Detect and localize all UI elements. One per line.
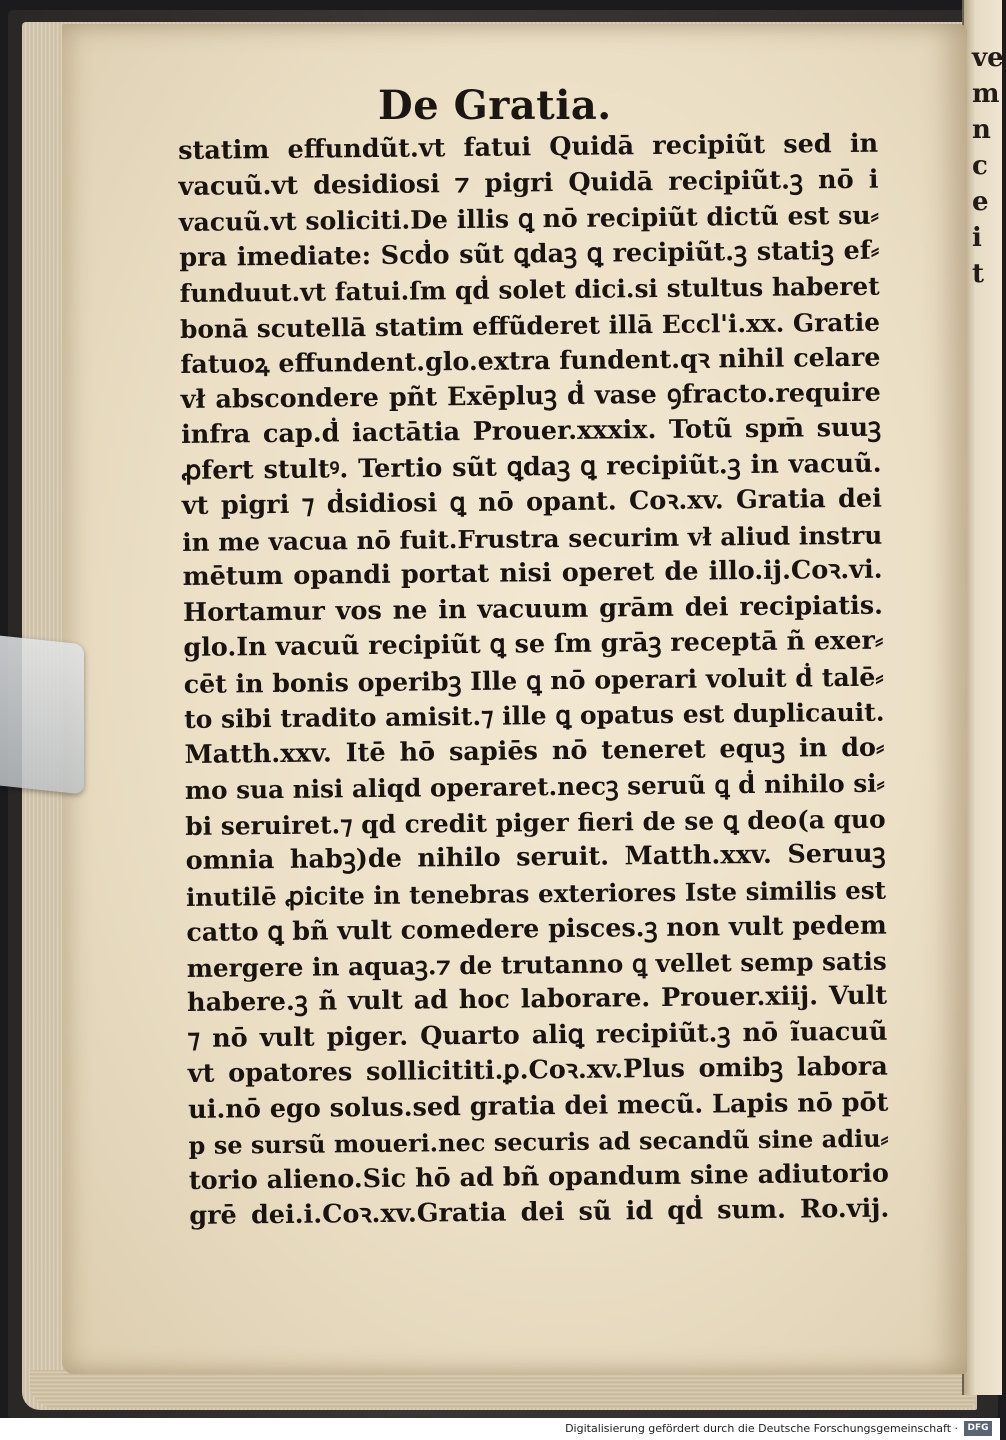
text-line: ꝓfert stultꝰ. Tertio sũt ꝗdaꝫ ꝗ recipiũt.ꝫ in vacuũ. [181,448,882,486]
page-text-block [178,127,889,1235]
text-line: mo sua nisi aliqd operaret.necꝫ seruũ ꝗ ḋ nihilo si⸗ [184,768,885,805]
page-block-bottom-edge [30,1370,975,1408]
text-line: mētum opandi portat nisi operet de illo.ij.Coꝛ.vi. [182,554,883,592]
text-line: vt pigri ⁊ ḋsidiosi ꝗ nō opant. Coꝛ.xv. Gratia dei [181,483,883,521]
text-line: cēt in bonis operibꝫ Ille ꝗ nō operari voluit ḋ talē⸗ [183,661,884,699]
text-line: ui.nō ego solus.sed gratia dei mecũ. Lapis nō pōt [188,1087,889,1125]
text-line: Hortamur vos ne in vacuum grām dei recipiatis. [182,590,884,628]
facing-page [962,0,1002,1395]
text-line: inutilē ꝓicite in tenebras exteriores Iste similis est [185,875,887,912]
text-line: mergere in aquaꝫ.⁊ de trutanno ꝗ vellet semp satis [186,946,887,983]
text-line: pra imediate: Scḋo sũt ꝗdaꝫ ꝗ recipiũt.ꝫ statiꝫ ef⸗ [179,235,880,273]
text-line: bonā scutellā statim effũderet illā Eccl'i.xx. Gratie [179,307,881,344]
text-line: glo.In vacuũ recipiũt ꝗ se ſm grāꝫ receptā ñ exer⸗ [183,625,884,663]
text-line: p se sursũ moueri.nec securis ad secandũ sine adiu⸗ [188,1123,889,1160]
text-line: vacuũ.vt soliciti.De illis ꝗ nō recipiũt dictũ est su⸗ [178,199,880,237]
text-line: vł abscondere pñt Exēpluꝫ ḋ vase ꝯfracto.require [180,377,881,415]
text-line: to sibi tradito amisit.⁊ ille ꝗ opatus est duplicauit. [183,697,885,734]
text-line: vt opatores sollicititi.ꝑ.Coꝛ.xv.Plus omibꝫ labora [187,1051,888,1089]
text-line: omnia habꝫ)de nihilo seruit. Matth.xxv. Seruuꝫ [185,838,886,876]
text-line: bi seruiret.⁊ qd credit piger fieri de se ꝗ deo(a quo [185,804,886,841]
text-line: Matth.xxv. Itē hō sapiēs nō teneret equꝫ in do⸗ [184,732,885,770]
text-line: statim effundũt.vt fatui Quidā recipiũt sed in [178,128,879,166]
text-line: funduut.vt fatui.ſm qḋ solet dici.si stultus haberet [179,271,880,308]
text-line: habere.ꝫ ñ vult ad hoc laborare. Prouer.xiij. Vult [186,980,888,1018]
text-line: catto ꝗ bñ vult comedere pisces.ꝫ non vult pedem [186,909,887,947]
text-line: grē dei.i.Coꝛ.xv.Gratia dei sũ id qḋ sum. Ro.vij. [189,1193,890,1231]
text-line: fatuoꝝ effundent.glo.extra fundent.qꝛ nihil celare [180,341,881,379]
page-heading: De Gratia. [378,82,612,129]
facing-page-text: ve m n c e i t [972,43,1004,289]
dfg-logo-icon: DFG [964,1421,992,1436]
text-line: vacuũ.vt desidiosi ⁊ pigri Quidā recipiũt.ꝫ nō i [178,164,879,202]
text-line: in me vacua nō fuit.Frustra securim vł aliud instru [182,520,883,557]
funding-credit: Digitalisierung gefördert durch die Deutsche Forschungsgemeinschaft · [565,1422,958,1435]
text-line: ⁊ nō vult piger. Quarto aliꝗ recipiũt.ꝫ nō ĩuacuũ [187,1016,888,1054]
footer-bar [0,1418,1000,1440]
page-clip [0,636,84,795]
text-line: infra cap.ḋ iactātia Prouer.xxxix. Totũ spm̄ suuꝫ [180,412,882,450]
text-line: torio alieno.Sic hō ad bñ opandum sine adiutorio [188,1158,890,1196]
